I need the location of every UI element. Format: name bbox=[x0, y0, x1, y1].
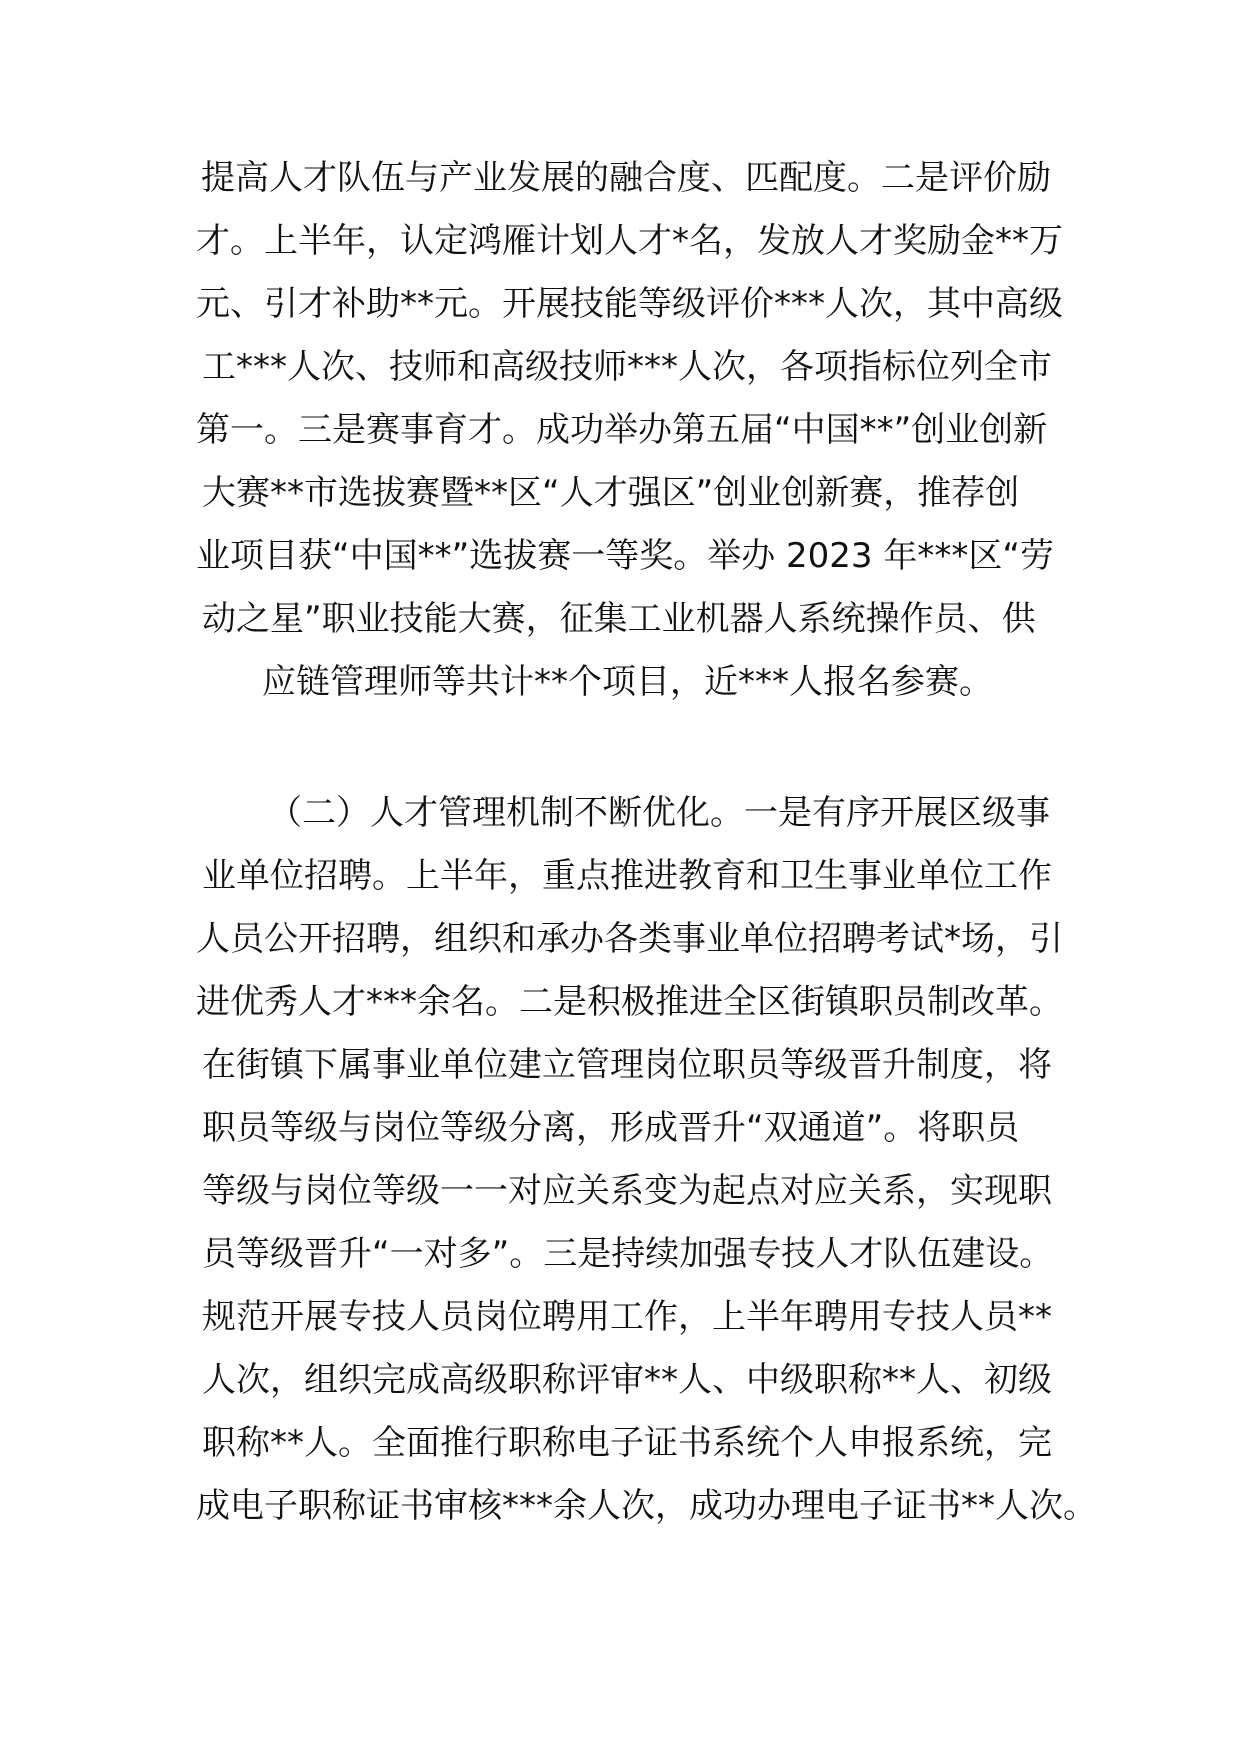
text-line: 才。上半年，认定鸿雁计划人才*名，发放人才奖励金**万 bbox=[196, 221, 1063, 261]
text-line: 第一。三是赛事育才。成功举办第五届“中国**”创业创新 bbox=[196, 410, 1048, 450]
text-line: 大赛**市选拔赛暨**区“人才强区”创业创新赛，推荐创 bbox=[202, 473, 1020, 513]
text-line: 元、引才补助**元。开展技能等级评价***人次，其中高级 bbox=[196, 284, 1063, 324]
text-line: 动之星”职业技能大赛，征集工业机器人系统操作员、供 bbox=[202, 599, 1036, 639]
text-line: 在街镇下属事业单位建立管理岗位职员等级晋升制度，将 bbox=[202, 1045, 1052, 1085]
text-line: 职员等级与岗位等级分离，形成晋升“双通道”。将职员 bbox=[202, 1108, 1020, 1148]
text-line: 职称**人。全面推行职称电子证书系统个人申报系统，完 bbox=[202, 1423, 1052, 1463]
text-line: 进优秀人才***余名。二是积极推进全区街镇职员制改革。 bbox=[196, 982, 1063, 1022]
text-line: 人次，组织完成高级职称评审**人、中级职称**人、初级 bbox=[202, 1360, 1052, 1400]
text-line: 业项目获“中国**”选拔赛一等奖。举办 2023 年***区“劳 bbox=[196, 536, 1054, 576]
text-line: 人员公开招聘，组织和承办各类事业单位招聘考试*场，引 bbox=[196, 919, 1063, 959]
text-line: 等级与岗位等级一一对应关系变为起点对应关系，实现职 bbox=[202, 1171, 1052, 1211]
text-line: 提高人才队伍与产业发展的融合度、匹配度。二是评价励 bbox=[201, 158, 1051, 198]
section-heading-line: （二）人才管理机制不断优化。一是有序开展区级事 bbox=[268, 793, 1050, 833]
text-line: 规范开展专技人员岗位聘用工作，上半年聘用专技人员** bbox=[202, 1297, 1052, 1337]
text-line: 成电子职称证书审核***余人次，成功办理电子证书**人次。 bbox=[196, 1486, 1097, 1526]
text-line: 业单位招聘。上半年，重点推进教育和卫生事业单位工作 bbox=[202, 856, 1052, 896]
text-line: 应链管理师等共计**个项目，近***人报名参赛。 bbox=[262, 662, 993, 702]
text-line: 工***人次、技师和高级技师***人次，各项指标位列全市 bbox=[202, 347, 1052, 387]
text-line: 员等级晋升“一对多”。三是持续加强专技人才队伍建设。 bbox=[202, 1234, 1054, 1274]
